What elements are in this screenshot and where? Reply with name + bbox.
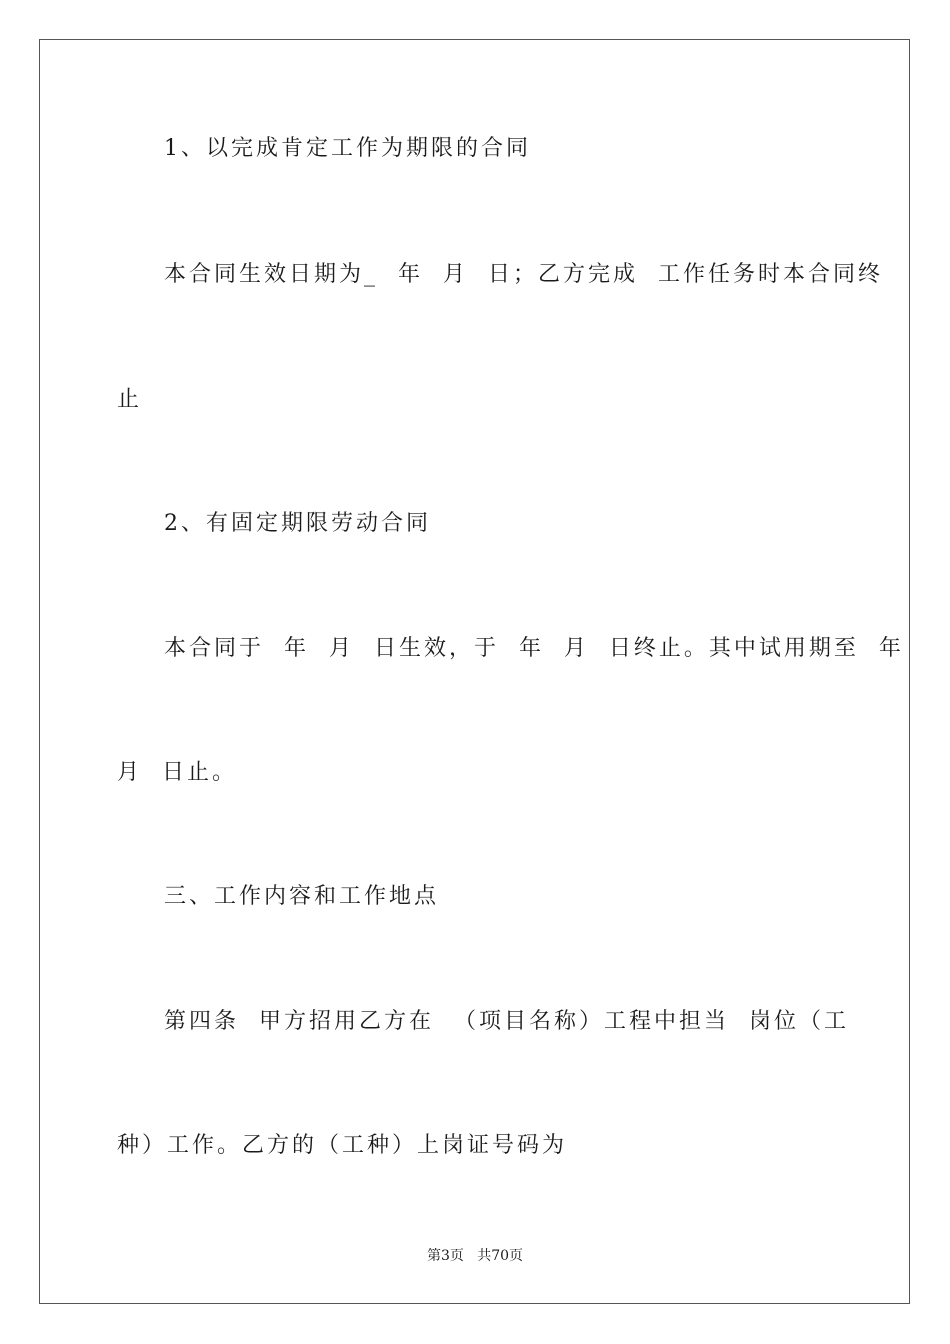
article-4-text: 第四条 甲方招用乙方在 （项目名称）工程中担当 岗位（工: [164, 1009, 849, 1034]
clause-1-text-continued: 止: [117, 387, 143, 412]
clause-1-heading: 1、以完成肯定工作为期限的合同: [164, 136, 531, 161]
clause-2-text: 本合同于 年 月 日生效，于 年 月 日终止。其中试用期至 年: [164, 636, 904, 661]
page-border: [39, 39, 910, 1304]
section-3-heading: 三、工作内容和工作地点: [164, 884, 440, 909]
clause-2-heading: 2、有固定期限劳动合同: [164, 511, 431, 536]
page-number-footer: 第3页 共70页: [426, 1248, 524, 1264]
clause-1-text: 本合同生效日期为_ 年 月 日；乙方完成 工作任务时本合同终: [164, 262, 883, 287]
article-4-text-continued: 种）工作。乙方的（工种）上岗证号码为: [117, 1133, 568, 1158]
clause-2-text-continued: 月 日止。: [117, 760, 237, 785]
